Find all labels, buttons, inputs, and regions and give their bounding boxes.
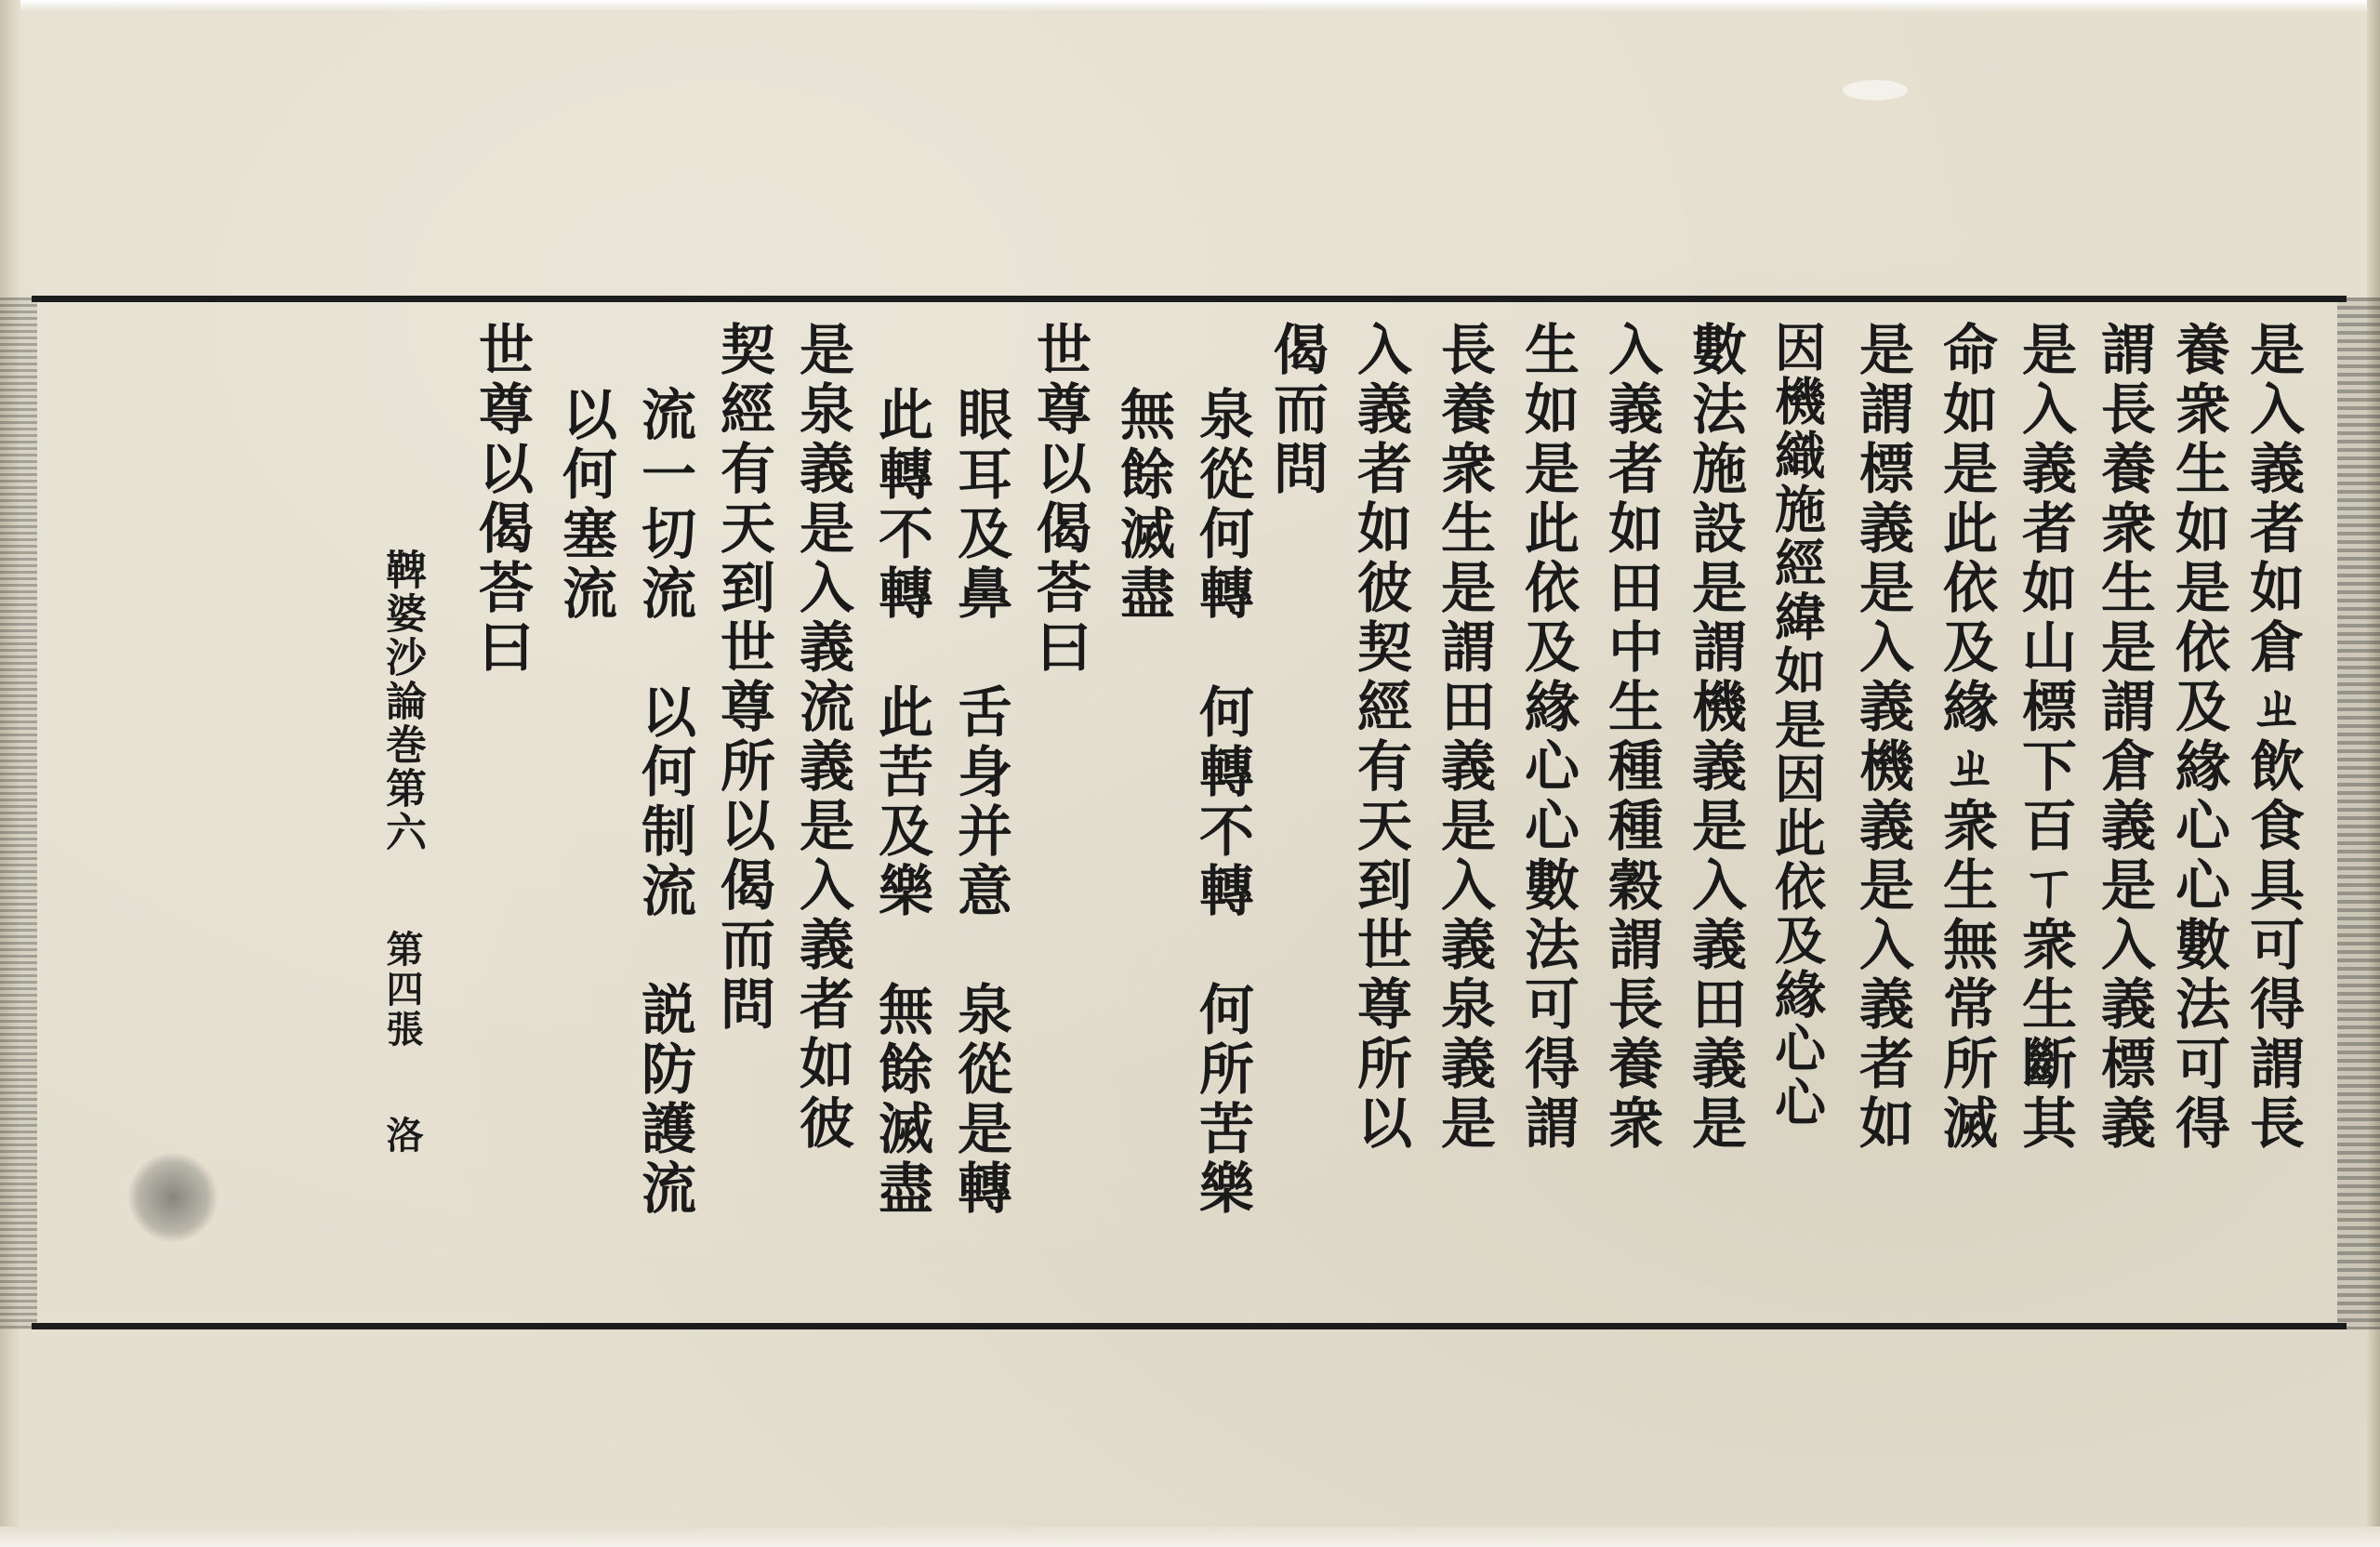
text-column-13: 偈而問 [1264, 321, 1329, 499]
text-column-7: 因機織施經緯如是因此依及緣心心 [1766, 321, 1827, 1130]
text-column-14: 世尊以偈荅曰 [1027, 321, 1091, 678]
text-column-3: 謂長養衆生是謂倉義是入義標義 [2092, 321, 2156, 1154]
text-column-16: 契經有天到世尊所以偈而問 [711, 321, 775, 1035]
text-column-9: 入義者如田中生種種穀謂長養衆 [1599, 321, 1663, 1154]
text-column-12: 入義者如彼契經有天到世尊所以 [1348, 321, 1412, 1154]
ink-seal-stamp [128, 1153, 218, 1242]
text-column-4: 是入義者如山標下百ㄒ衆生斷其 [2013, 321, 2077, 1154]
paper-glint [1843, 80, 1908, 100]
verse-column-5: 流一切流 以何制流 説防護流 [632, 386, 696, 1219]
page-bottom-edge [0, 1527, 2380, 1547]
verse-column-3: 眼耳及鼻 舌身并意 泉從是轉 [948, 386, 1012, 1219]
verse-column-1: 泉從何轉 何轉不轉 何所苦樂 [1190, 386, 1254, 1219]
text-column-10: 生如是此依及緣心心數法可得謂 [1515, 321, 1580, 1154]
text-column-6: 是謂標義是入義機義是入義者如 [1850, 321, 1914, 1154]
text-column-11: 長養衆生是謂田義是入義泉義是 [1432, 321, 1496, 1154]
verse-column-2: 無餘滅盡 [1111, 386, 1175, 624]
carver-mark: 洛 [380, 1116, 424, 1156]
verse-column-6: 以何塞流 [553, 386, 617, 624]
text-column-17: 世尊以偈荅曰 [469, 321, 534, 678]
text-column-1: 是入義者如倉ㄓ飲食具可得謂長 [2241, 321, 2305, 1154]
sheet-number: 第四張 [380, 930, 424, 1050]
text-column-8: 數法施設是謂機義是入義田義是 [1683, 321, 1747, 1154]
text-column-5: 命如是此依及緣ㄓ衆生無常所滅 [1934, 321, 1998, 1154]
text-column-15: 是泉義是入義流義是入義者如彼 [790, 321, 854, 1154]
verse-column-4: 此轉不轉 此苦及樂 無餘滅盡 [869, 386, 933, 1219]
page-top-edge [0, 0, 2380, 13]
text-column-2: 養衆生如是依及緣心心數法可得 [2166, 321, 2230, 1154]
fascicle-title: 鞞婆沙論巻第六 [378, 549, 426, 854]
